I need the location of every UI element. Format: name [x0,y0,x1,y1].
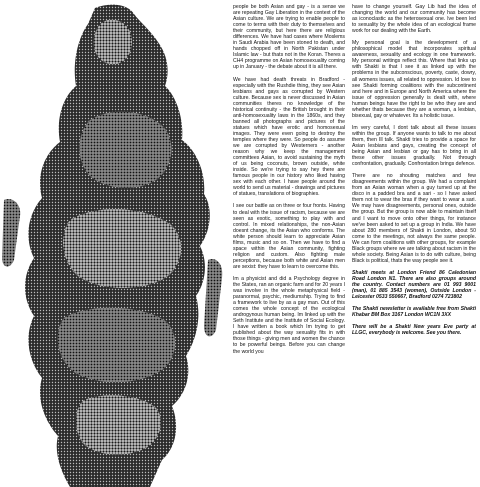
paragraph: There are no shouting matches and few disagreements within the group. We had a complaint from an Asian woman when a guy turned up at the disco in a padded bra and a sari - so I have asked them not to wear the bras if they want to wear a sari. We may have disagreements, personal ones, outside the group. But the group is now able to maintain itself and I want to move onto other things, for instance we've been asked to set up a group in India. We have about 280 members of Shakti in London, about 50 come to the meetings, not always the same people. We can form coalitions with other groups, for example Black groups where we are talking about racism in the whole society. Being Asian is to do with culture, being Black is political, thats the way people see it. [352,173,476,264]
footnote: The Shakti newsletter is available free from Shakti Khabar BM Box 3167 London WC1N 3XX [352,306,476,319]
paragraph: I see our battle as on three or four fronts. Having to deal with the issue of racism, because we are seen as exotic, something to play with and control. In mixed relationships, the non-Asian doesnt change, its the Asian who conforms. The white person should learn to appreciate Asian films, music and so on. Then we have to find a space within the Asian community, fighting religion and custom. Also fighting male perceptions, because both white and Asian men are sexist: they have to learn to overcome this. [233,203,345,270]
paragraph: We have had death threats in Bradford - especially with the Rushdie thing, they see Asian lesbians and gays as corrupted by Western culture. Because sex is never discussed in Asian communities theres no knowledge of the historical continuity - the British brought in their anti-homosexuality laws in the 1860s, and they banned all photographs and pictures of the statues which have erotic and homosexual images. They were even going to destroy the temples where they were. So people do assume we are corrupted by Westerners - another reason why we keep the management committees Asian, to avoid sustaining the myth of us being coconuts, brown outside, white inside. So we're trying to say hey there are famous people in our history who liked having sex with each other. I have people around the world to send us material - drawings and pictures of statues, translations of biographies. [233,76,345,198]
paragraph: Im a physicist and did a Psychology degree in the States, ran an organic farm and for 20 years I was involve in the whole metaphysical field - paranormal, psychic, mediumship. Trying to find a framework to live by as a gay man. Out of this comes the whole concept of the ecological androgynous human being. Im linked up with the Seth Institute and the Institute of Social Ecology. I have written a book which Im trying to get published about the way sexuality fits in with those things - giving men and women the chance to be powerful beings. Before you can change the world you [233,275,345,355]
contact-footnotes [352,270,476,336]
footnote: Shakti meets at London Friend 86 Caledonian Road London N1. There are also groups around the country. Contact numbers are 01 993 9001 (man), 01 885 3543 (women), Outside London - Leicester 0533 550667, Bradford 0274 723802 [352,269,476,301]
footnote: There will be a Shakti New years Eve party at LLGC, everybody is welcome. See you there. [352,324,476,337]
paragraph: have to change yourself. Gay Lib had the idea of changing the world and our community has become as iconoclastic as the heterosexual one. Ive been led to sexuality by the whole idea of an ecological frame work for our dealing with the Earth. [352,4,476,35]
statue-photo [0,0,230,487]
paragraph: people be both Asian and gay - is a sense we are repeating Gay Liberation in the context of the Asian culture. We are trying to enable people to come to terms with their duty to themselves and their community, but here there are religious differences. We have had cases where Moslems in Saudi Arabia have been stoned to death, and hands chopped off in North Pakistan under Islamic law - but thats not in the Koran. Theres a CH4 programme on Asian homosexuality coming up in January - the debate about it is all there. [233,4,345,71]
paragraph: My personal goal is the development of a philosophical model that incorporates spiritual awareness, sexuality and ecology in one framework. My personal writings reflect this. Where that links up with Shakti is that I see it as linked up with the problems in the subconscious, poverty, caste, dowry, all womens issues, all related to oppression. Id love to see Shakti forming coalitions with the subcontinent and here and in Europe and North America where the issue of oppression generally is dealt with, where human beings have the right to be who they are and whether thats because they are a woman, a lesbian, bisexual, gay or whatever. Its a holistic issue. [352,40,476,119]
article-column-1 [233,4,345,484]
article-column-2 [352,4,476,484]
paragraph: Im very careful, I dont talk about all these issues within the group. If anyone wants to talk to me about them, then Ill talk. Shakti tries to provide a space for Asian lesbians and gays, creating the concept of being Asian and lesbian or gay has to bring in all these other issues gradually. Not through confrontation, gradually. Confrontation brings defence. [352,124,476,168]
